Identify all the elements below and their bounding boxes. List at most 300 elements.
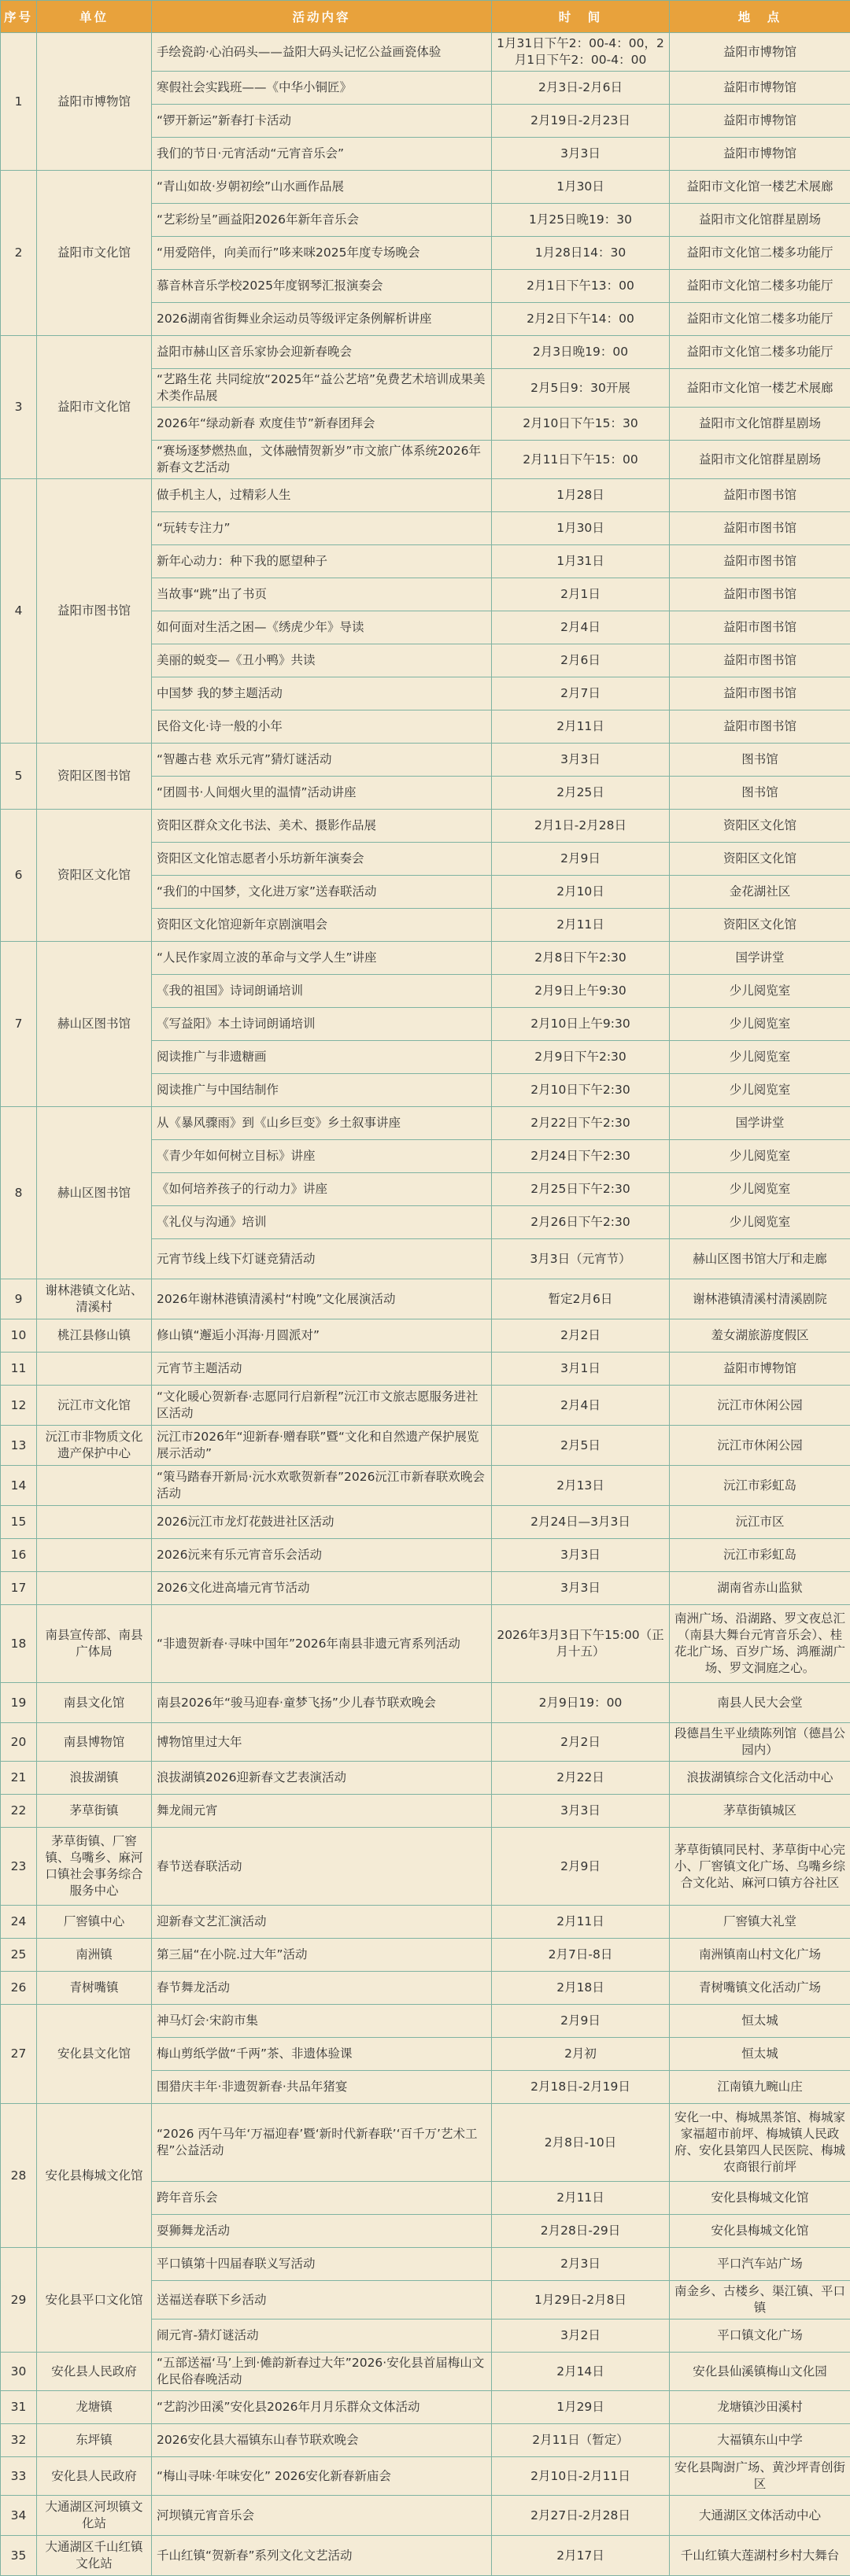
organizer-unit: 茅草街镇 <box>37 1795 152 1828</box>
activity-time: 2月25日 <box>492 777 670 810</box>
activity-content: 阅读推广与中国结制作 <box>152 1074 492 1107</box>
activity-time: 2月28日-29日 <box>492 2215 670 2248</box>
activity-time: 1月29日-2月8日 <box>492 2281 670 2320</box>
row-index: 9 <box>1 1279 37 1319</box>
activity-place: 沅江市彩虹岛 <box>670 1539 850 1572</box>
organizer-unit: 浪拔湖镇 <box>37 1762 152 1795</box>
table-row <box>1 2005 850 2038</box>
activity-time: 2月1日下午13：00 <box>492 270 670 303</box>
activity-content: 第三届“在小院.过大年”活动 <box>152 1939 492 1972</box>
organizer-unit: 安化县平口文化馆 <box>37 2248 152 2353</box>
activity-content: 资阳区文化馆迎新年京剧演唱会 <box>152 909 492 942</box>
activity-place: 益阳市博物馆 <box>670 105 850 138</box>
row-index: 17 <box>1 1572 37 1605</box>
activity-content: “策马踏春开新局·沅水欢歌贺新春”2026沅江市新春联欢晚会活动 <box>152 1466 492 1506</box>
activity-time: 2月8日下午2:30 <box>492 942 670 975</box>
organizer-unit: 桃江县修山镇 <box>37 1319 152 1353</box>
activity-time: 2月14日 <box>492 2353 670 2391</box>
activity-content: 春节送春联活动 <box>152 1828 492 1906</box>
activity-place: 益阳市博物馆 <box>670 72 850 105</box>
organizer-unit: 南洲镇 <box>37 1939 152 1972</box>
activity-content: 《礼仪与沟通》培训 <box>152 1206 492 1239</box>
activity-place: 少儿阅览室 <box>670 975 850 1008</box>
activity-content: 我们的节日·元宵活动“元宵音乐会” <box>152 138 492 171</box>
activity-place: 大福镇东山中学 <box>670 2424 850 2457</box>
activity-place: 益阳市文化馆一楼艺术展廊 <box>670 369 850 408</box>
activity-time: 1月25日晚19：30 <box>492 204 670 237</box>
table-row <box>1 942 850 975</box>
table-row <box>1 336 850 369</box>
activity-place: 南金乡、古楼乡、渠江镇、平口镇 <box>670 2281 850 2320</box>
activity-place: 青树嘴镇文化活动广场 <box>670 1972 850 2005</box>
activity-time: 3月3日 <box>492 1572 670 1605</box>
activity-content: 资阳区群众文化书法、美术、摄影作品展 <box>152 810 492 843</box>
activity-content: 2026沅来有乐元宵音乐会活动 <box>152 1539 492 1572</box>
row-index: 27 <box>1 2005 37 2104</box>
activity-content: 益阳市赫山区音乐家协会迎新春晚会 <box>152 336 492 369</box>
activity-content: 跨年音乐会 <box>152 2182 492 2215</box>
activity-place: 益阳市图书馆 <box>670 710 850 744</box>
activity-time: 3月3日（元宵节） <box>492 1239 670 1279</box>
activity-place: 茅草街镇同民村、茅草街中心完小、厂窖镇文化广场、乌嘴乡综合文化站、麻河口镇方谷社区 <box>670 1828 850 1906</box>
activity-content: 河坝镇元宵音乐会 <box>152 2496 492 2536</box>
activity-content: 做手机主人，过精彩人生 <box>152 479 492 512</box>
activity-time: 3月3日 <box>492 744 670 777</box>
activity-time: 2月2日 <box>492 1319 670 1353</box>
activity-time: 3月3日 <box>492 1539 670 1572</box>
activity-content: 迎新春文艺汇演活动 <box>152 1906 492 1939</box>
row-index: 7 <box>1 942 37 1107</box>
activity-place: 益阳市文化馆群星剧场 <box>670 204 850 237</box>
activity-time: 2月9日 <box>492 1828 670 1906</box>
activity-place: 安化一中、梅城黑茶馆、梅城家家福超市前坪、梅城镇人民政府、安化县第四人民医院、梅城农商银行前坪 <box>670 2104 850 2182</box>
activity-place: 益阳市博物馆 <box>670 1353 850 1386</box>
activity-content: 闹元宵-猜灯谜活动 <box>152 2320 492 2353</box>
activity-place: 益阳市图书馆 <box>670 578 850 611</box>
activity-place: 资阳区文化馆 <box>670 810 850 843</box>
table-row <box>1 479 850 512</box>
activity-place: 江南镇九畹山庄 <box>670 2071 850 2104</box>
activity-place: 图书馆 <box>670 777 850 810</box>
organizer-unit: 赫山区图书馆 <box>37 1107 152 1279</box>
organizer-unit <box>37 1353 152 1386</box>
table-row <box>1 2424 850 2457</box>
table-body <box>1 33 850 2576</box>
activity-place: 益阳市文化馆一楼艺术展廊 <box>670 171 850 204</box>
activity-place: 浪拔湖镇综合文化活动中心 <box>670 1762 850 1795</box>
table-row <box>1 1572 850 1605</box>
activity-content: “用爱陪伴，向美而行”哆来咪2025年度专场晚会 <box>152 237 492 270</box>
activity-time: 2月3日晚19：00 <box>492 336 670 369</box>
activity-content: 元宵节线上线下灯谜竞猜活动 <box>152 1239 492 1279</box>
activity-content: “艺彩纷呈”画益阳2026年新年音乐会 <box>152 204 492 237</box>
activity-time: 1月30日 <box>492 171 670 204</box>
activity-place: 益阳市图书馆 <box>670 611 850 644</box>
organizer-unit: 东坪镇 <box>37 2424 152 2457</box>
activity-time: 暂定2月6日 <box>492 1279 670 1319</box>
activity-content: 耍狮舞龙活动 <box>152 2215 492 2248</box>
activity-place: 少儿阅览室 <box>670 1173 850 1206</box>
activity-place: 恒太城 <box>670 2005 850 2038</box>
row-index: 29 <box>1 2248 37 2353</box>
row-index: 32 <box>1 2424 37 2457</box>
row-index: 28 <box>1 2104 37 2248</box>
activity-content: 舞龙闹元宵 <box>152 1795 492 1828</box>
activity-content: 南县2026年“骏马迎春·童梦飞扬”少儿春节联欢晚会 <box>152 1683 492 1723</box>
activity-time: 2月22日 <box>492 1762 670 1795</box>
row-index: 8 <box>1 1107 37 1279</box>
header-unit: 单位 <box>37 1 152 33</box>
row-index: 22 <box>1 1795 37 1828</box>
activity-time: 2026年3月3日下午15:00（正月十五） <box>492 1605 670 1683</box>
activity-time: 3月3日 <box>492 138 670 171</box>
activity-place: 安化县梅城文化馆 <box>670 2182 850 2215</box>
activity-content: 《青少年如何树立目标》讲座 <box>152 1140 492 1173</box>
activity-place: 益阳市文化馆二楼多功能厅 <box>670 270 850 303</box>
activity-time: 2月13日 <box>492 1466 670 1506</box>
table-header-row <box>1 1 850 33</box>
organizer-unit: 南县宣传部、南县广体局 <box>37 1605 152 1683</box>
organizer-unit: 安化县文化馆 <box>37 2005 152 2104</box>
activity-content: “青山如故·岁朝初绘”山水画作品展 <box>152 171 492 204</box>
activity-time: 1月29日 <box>492 2391 670 2424</box>
row-index: 33 <box>1 2457 37 2496</box>
organizer-unit: 益阳市文化馆 <box>37 171 152 336</box>
row-index: 2 <box>1 171 37 336</box>
activity-content: 阅读推广与非遗糖画 <box>152 1041 492 1074</box>
activity-time: 2月2日 <box>492 1723 670 1762</box>
activity-content: 2026湖南省街舞业余运动员等级评定条例解析讲座 <box>152 303 492 336</box>
activity-content: 2026沅江市龙灯花鼓进社区活动 <box>152 1506 492 1539</box>
header-time: 时 间 <box>492 1 670 33</box>
row-index: 35 <box>1 2536 37 2576</box>
activity-place: 益阳市文化馆二楼多功能厅 <box>670 303 850 336</box>
activity-time: 2月19日-2月23日 <box>492 105 670 138</box>
activity-time: 2月10日上午9:30 <box>492 1008 670 1041</box>
row-index: 21 <box>1 1762 37 1795</box>
activity-place: 厂窖镇大礼堂 <box>670 1906 850 1939</box>
activity-content: “梅山寻味·年味安化” 2026安化新春新庙会 <box>152 2457 492 2496</box>
activity-place: 少儿阅览室 <box>670 1140 850 1173</box>
activity-content: “2026 丙午马年‘万福迎春’暨‘新时代新春联’‘百千万’艺术工程”公益活动 <box>152 2104 492 2182</box>
table-row <box>1 1683 850 1723</box>
activity-content: “人民作家周立波的革命与文学人生”讲座 <box>152 942 492 975</box>
table-row <box>1 1506 850 1539</box>
activity-time: 2月7日-8日 <box>492 1939 670 1972</box>
activity-time: 1月28日 <box>492 479 670 512</box>
organizer-unit: 资阳区图书馆 <box>37 744 152 810</box>
activity-time: 2月3日-2月6日 <box>492 72 670 105</box>
organizer-unit: 青树嘴镇 <box>37 1972 152 2005</box>
activity-time: 3月2日 <box>492 2320 670 2353</box>
activity-place: 益阳市图书馆 <box>670 512 850 545</box>
activity-time: 2月10日 <box>492 876 670 909</box>
activity-time: 2月9日下午2:30 <box>492 1041 670 1074</box>
activity-place: 图书馆 <box>670 744 850 777</box>
organizer-unit: 沅江市文化馆 <box>37 1386 152 1426</box>
row-index: 23 <box>1 1828 37 1906</box>
table-row <box>1 1795 850 1828</box>
activity-time: 2月3日 <box>492 2248 670 2281</box>
activity-place: 资阳区文化馆 <box>670 909 850 942</box>
activity-time: 2月10日下午2:30 <box>492 1074 670 1107</box>
table-row <box>1 2457 850 2496</box>
activity-time: 2月1日 <box>492 578 670 611</box>
organizer-unit: 南县博物馆 <box>37 1723 152 1762</box>
table-row <box>1 1605 850 1683</box>
row-index: 12 <box>1 1386 37 1426</box>
activity-place: 湖南省赤山监狱 <box>670 1572 850 1605</box>
organizer-unit: 厂窖镇中心 <box>37 1906 152 1939</box>
row-index: 18 <box>1 1605 37 1683</box>
row-index: 26 <box>1 1972 37 2005</box>
activity-content: 2026文化进高墙元宵节活动 <box>152 1572 492 1605</box>
organizer-unit: 茅草街镇、厂窖镇、乌嘴乡、麻河口镇社会事务综合服务中心 <box>37 1828 152 1906</box>
activity-time: 2月4日 <box>492 1386 670 1426</box>
table-row <box>1 1762 850 1795</box>
activity-place: 益阳市文化馆群星剧场 <box>670 408 850 441</box>
table-row <box>1 1828 850 1906</box>
row-index: 30 <box>1 2353 37 2391</box>
row-index: 5 <box>1 744 37 810</box>
activity-place: 安化县陶澍广场、黄沙坪青创街区 <box>670 2457 850 2496</box>
activity-content: 千山红镇“贺新春”系列文化文艺活动 <box>152 2536 492 2576</box>
activity-place: 金花湖社区 <box>670 876 850 909</box>
organizer-unit: 大通湖区千山红镇文化站 <box>37 2536 152 2576</box>
table-row <box>1 2391 850 2424</box>
activity-content: 新年心动力：种下我的愿望种子 <box>152 545 492 578</box>
table-row <box>1 2496 850 2536</box>
table-row <box>1 171 850 204</box>
activity-content: 围猎庆丰年·非遗贺新春·共品年猪宴 <box>152 2071 492 2104</box>
row-index: 31 <box>1 2391 37 2424</box>
activity-content: 美丽的蜕变—《丑小鸭》共读 <box>152 644 492 677</box>
activity-time: 2月24日下午2:30 <box>492 1140 670 1173</box>
activity-time: 2月初 <box>492 2038 670 2071</box>
activity-time: 3月3日 <box>492 1795 670 1828</box>
activity-place: 益阳市图书馆 <box>670 479 850 512</box>
activity-content: “团圆书·人间烟火里的温情”活动讲座 <box>152 777 492 810</box>
activity-time: 2月11日 <box>492 909 670 942</box>
organizer-unit: 大通湖区河坝镇文化站 <box>37 2496 152 2536</box>
organizer-unit: 赫山区图书馆 <box>37 942 152 1107</box>
activity-time: 1月30日 <box>492 512 670 545</box>
activity-content: 当故事“跳”出了书页 <box>152 578 492 611</box>
activity-content: “非遗贺新春·寻味中国年”2026年南县非遗元宵系列活动 <box>152 1605 492 1683</box>
activity-time: 1月28日14：30 <box>492 237 670 270</box>
activity-place: 龙塘镇沙田溪村 <box>670 2391 850 2424</box>
activity-content: 慕音林音乐学校2025年度钢琴汇报演奏会 <box>152 270 492 303</box>
row-index: 34 <box>1 2496 37 2536</box>
activity-place: 沅江市区 <box>670 1506 850 1539</box>
activity-place: 千山红镇大莲湖村乡村大舞台 <box>670 2536 850 2576</box>
activity-content: 手绘瓷韵·心泊码头——益阳大码头记忆公益画瓷体验 <box>152 33 492 72</box>
activity-content: “智趣古巷 欢乐元宵”猜灯谜活动 <box>152 744 492 777</box>
activity-place: 国学讲堂 <box>670 1107 850 1140</box>
activity-place: 安化县仙溪镇梅山文化园 <box>670 2353 850 2391</box>
table-row <box>1 1279 850 1319</box>
activity-place: 安化县梅城文化馆 <box>670 2215 850 2248</box>
table-row <box>1 1353 850 1386</box>
table-row <box>1 1723 850 1762</box>
activity-content: 《写益阳》本土诗词朗诵培训 <box>152 1008 492 1041</box>
organizer-unit <box>37 1539 152 1572</box>
table-row <box>1 2104 850 2182</box>
activity-content: “五部送福‘马’上到·傩韵新春过大年”2026·安化县首届梅山文化民俗春晚活动 <box>152 2353 492 2391</box>
activity-time: 3月1日 <box>492 1353 670 1386</box>
header-activity: 活动内容 <box>152 1 492 33</box>
activity-content: 民俗文化·诗一般的小年 <box>152 710 492 744</box>
activity-content: 春节舞龙活动 <box>152 1972 492 2005</box>
activity-time: 2月11日下午15：00 <box>492 441 670 479</box>
organizer-unit <box>37 1506 152 1539</box>
activity-content: “我们的中国梦，文化进万家”送春联活动 <box>152 876 492 909</box>
activity-time: 2月9日 <box>492 2005 670 2038</box>
activity-content: 寒假社会实践班——《中华小铜匠》 <box>152 72 492 105</box>
activity-place: 南洲镇南山村文化广场 <box>670 1939 850 1972</box>
organizer-unit <box>37 1466 152 1506</box>
activity-time: 2月5日9：30开展 <box>492 369 670 408</box>
row-index: 4 <box>1 479 37 744</box>
table-row <box>1 33 850 72</box>
activity-content: 平口镇第十四届春联义写活动 <box>152 2248 492 2281</box>
activity-place: 益阳市文化馆二楼多功能厅 <box>670 336 850 369</box>
activity-place: 大通湖区文体活动中心 <box>670 2496 850 2536</box>
organizer-unit: 益阳市图书馆 <box>37 479 152 744</box>
activity-content: 2026年“绿动新春 欢度佳节”新春团拜会 <box>152 408 492 441</box>
activity-time: 2月26日下午2:30 <box>492 1206 670 1239</box>
activity-place: 益阳市博物馆 <box>670 33 850 72</box>
activity-time: 2月5日 <box>492 1426 670 1466</box>
activity-place: 平口汽车站广场 <box>670 2248 850 2281</box>
activity-content: “艺韵沙田溪”安化县2026年月月乐群众文体活动 <box>152 2391 492 2424</box>
organizer-unit: 益阳市博物馆 <box>37 33 152 171</box>
activity-content: 2026安化县大福镇东山春节联欢晚会 <box>152 2424 492 2457</box>
table-row <box>1 1107 850 1140</box>
activity-time: 2月18日-2月19日 <box>492 2071 670 2104</box>
activity-place: 沅江市彩虹岛 <box>670 1466 850 1506</box>
activity-time: 2月17日 <box>492 2536 670 2576</box>
activity-time: 2月10日下午15：30 <box>492 408 670 441</box>
table-row <box>1 1386 850 1426</box>
activity-time: 2月25日下午2:30 <box>492 1173 670 1206</box>
organizer-unit: 资阳区文化馆 <box>37 810 152 942</box>
activity-place: 羞女湖旅游度假区 <box>670 1319 850 1353</box>
activity-content: 从《暴风骤雨》到《山乡巨变》乡土叙事讲座 <box>152 1107 492 1140</box>
organizer-unit <box>37 1572 152 1605</box>
activity-place: 沅江市休闲公园 <box>670 1426 850 1466</box>
table-row <box>1 1319 850 1353</box>
activity-place: 沅江市休闲公园 <box>670 1386 850 1426</box>
activity-time: 2月9日 <box>492 843 670 876</box>
activity-content: 《我的祖国》诗词朗诵培训 <box>152 975 492 1008</box>
row-index: 16 <box>1 1539 37 1572</box>
activity-place: 少儿阅览室 <box>670 1074 850 1107</box>
row-index: 10 <box>1 1319 37 1353</box>
organizer-unit: 安化县人民政府 <box>37 2457 152 2496</box>
activity-place: 少儿阅览室 <box>670 1206 850 1239</box>
table-row <box>1 1906 850 1939</box>
activity-place: 少儿阅览室 <box>670 1008 850 1041</box>
organizer-unit: 龙塘镇 <box>37 2391 152 2424</box>
row-index: 25 <box>1 1939 37 1972</box>
activity-content: 资阳区文化馆志愿者小乐坊新年演奏会 <box>152 843 492 876</box>
row-index: 1 <box>1 33 37 171</box>
activity-time: 2月9日19：00 <box>492 1683 670 1723</box>
activity-content: 送福送春联下乡活动 <box>152 2281 492 2320</box>
activity-place: 益阳市图书馆 <box>670 644 850 677</box>
header-index: 序号 <box>1 1 37 33</box>
table-row <box>1 2536 850 2576</box>
activity-time: 2月2日下午14：00 <box>492 303 670 336</box>
activity-content: “文化暖心贺新春·志愿同行启新程”沅江市文旅志愿服务进社区活动 <box>152 1386 492 1426</box>
activity-time: 2月22日下午2:30 <box>492 1107 670 1140</box>
organizer-unit: 沅江市非物质文化遗产保护中心 <box>37 1426 152 1466</box>
row-index: 24 <box>1 1906 37 1939</box>
table-row <box>1 810 850 843</box>
activity-content: 梅山剪纸学做“千两”茶、非遗体验课 <box>152 2038 492 2071</box>
row-index: 3 <box>1 336 37 479</box>
activity-content: “艺路生花 共同绽放“2025年“益公艺培”免费艺术培训成果美术类作品展 <box>152 369 492 408</box>
activity-place: 益阳市图书馆 <box>670 545 850 578</box>
activity-place: 益阳市图书馆 <box>670 677 850 710</box>
row-index: 13 <box>1 1426 37 1466</box>
table-row <box>1 1539 850 1572</box>
activity-content: “赛场逐梦燃热血，文体融情贺新岁”市文旅广体系统2026年新春文艺活动 <box>152 441 492 479</box>
activity-time: 1月31日 <box>492 545 670 578</box>
table-row <box>1 1972 850 2005</box>
header-place: 地 点 <box>670 1 850 33</box>
activity-time: 2月11日（暂定） <box>492 2424 670 2457</box>
activity-content: 沅江市2026年“迎新春·赠春联”暨“文化和自然遗产保护展览展示活动” <box>152 1426 492 1466</box>
table-row <box>1 1466 850 1506</box>
organizer-unit: 安化县人民政府 <box>37 2353 152 2391</box>
activity-time: 2月11日 <box>492 1906 670 1939</box>
activity-place: 平口镇文化广场 <box>670 2320 850 2353</box>
activity-content: 《如何培养孩子的行动力》讲座 <box>152 1173 492 1206</box>
organizer-unit: 谢林港镇文化站、清溪村 <box>37 1279 152 1319</box>
activity-time: 2月9日上午9:30 <box>492 975 670 1008</box>
organizer-unit: 安化县梅城文化馆 <box>37 2104 152 2248</box>
activity-place: 赫山区图书馆大厅和走廊 <box>670 1239 850 1279</box>
activity-place: 南县人民大会堂 <box>670 1683 850 1723</box>
activity-time: 2月11日 <box>492 710 670 744</box>
organizer-unit: 南县文化馆 <box>37 1683 152 1723</box>
activity-time: 2月8日-10日 <box>492 2104 670 2182</box>
activity-content: 神马灯会·宋韵市集 <box>152 2005 492 2038</box>
activity-content: 修山镇“邂逅小洱海·月圆派对” <box>152 1319 492 1353</box>
activity-time: 2月18日 <box>492 1972 670 2005</box>
activity-place: 茅草街镇城区 <box>670 1795 850 1828</box>
row-index: 11 <box>1 1353 37 1386</box>
activity-place: 段德昌生平业绩陈列馆（德昌公园内） <box>670 1723 850 1762</box>
activity-place: 谢林港镇清溪村清溪剧院 <box>670 1279 850 1319</box>
table-row <box>1 744 850 777</box>
table-row <box>1 1426 850 1466</box>
row-index: 20 <box>1 1723 37 1762</box>
activity-time: 2月1日-2月28日 <box>492 810 670 843</box>
row-index: 14 <box>1 1466 37 1506</box>
activity-place: 南洲广场、沿湖路、罗文夜总汇（南县大舞台元宵音乐会）、桂花北广场、百岁广场、鸿雁湖广场、罗文洞庭之心。 <box>670 1605 850 1683</box>
activity-place: 益阳市文化馆群星剧场 <box>670 441 850 479</box>
activity-content: 博物馆里过大年 <box>152 1723 492 1762</box>
table-row <box>1 1939 850 1972</box>
activity-content: 中国梦 我的梦主题活动 <box>152 677 492 710</box>
activity-time: 1月31日下午2：00-4：00，2月1日下午2：00-4：00 <box>492 33 670 72</box>
activity-content: 元宵节主题活动 <box>152 1353 492 1386</box>
activity-time: 2月27日-2月28日 <box>492 2496 670 2536</box>
activity-time: 2月24日—3月3日 <box>492 1506 670 1539</box>
